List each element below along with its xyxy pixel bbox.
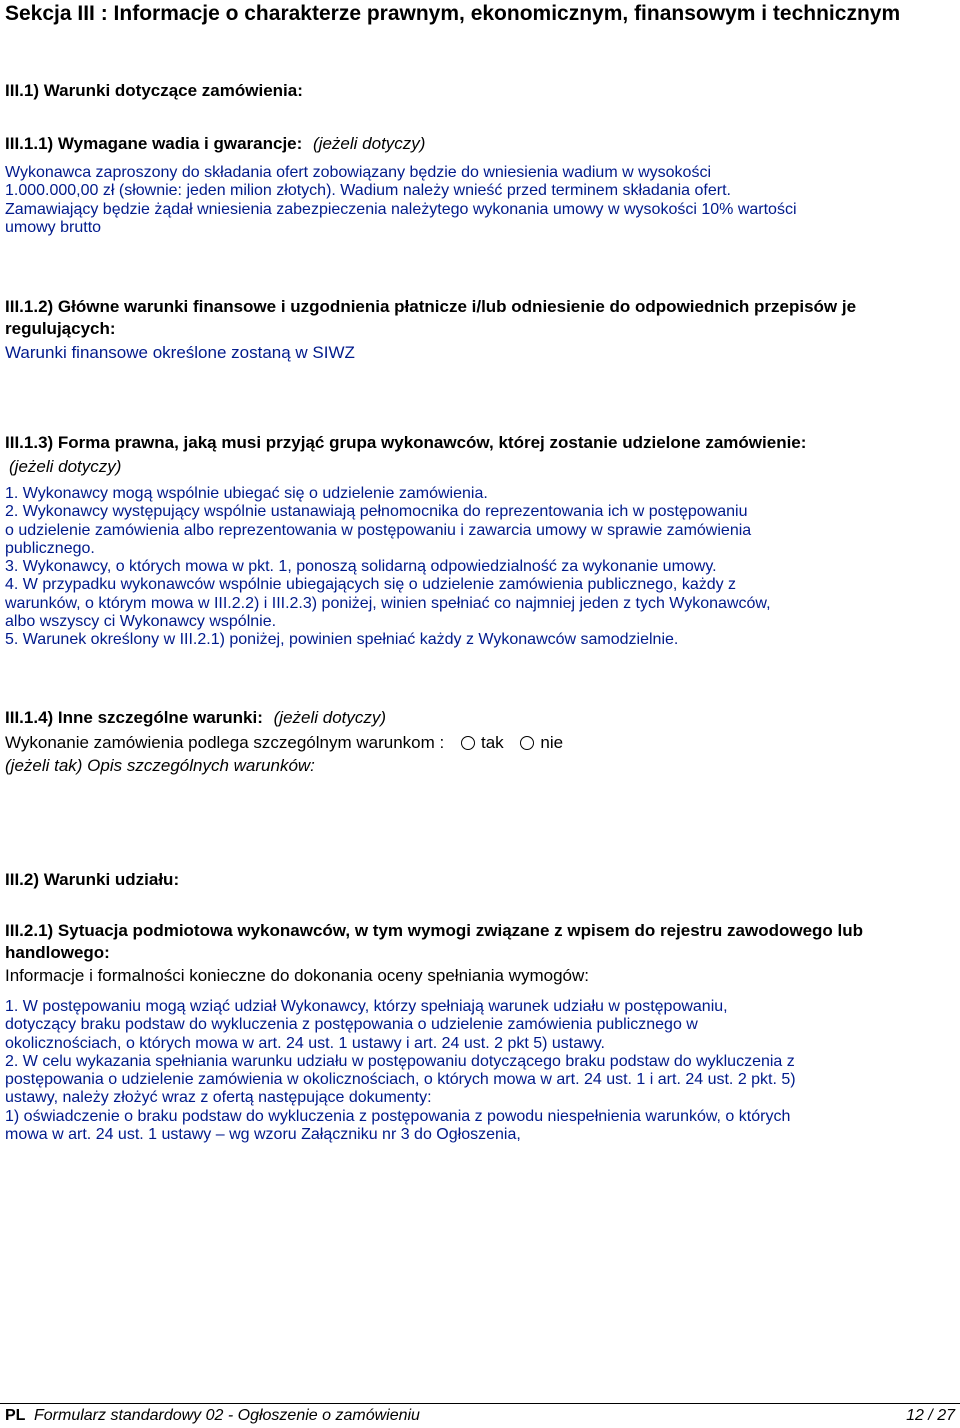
text-line: okolicznościach, o których mowa w art. 24 ust. 1 ustawy i art. 24 ust. 2 pkt 5) ustawy. <box>5 1034 605 1052</box>
heading-iii-1-1-qualifier: (jeżeli dotyczy) <box>313 134 426 153</box>
text-line: ustawy, należy złożyć wraz z ofertą następujące dokumenty: <box>5 1089 432 1107</box>
participation-conditions-text <box>5 998 955 1144</box>
financial-terms-text: Warunki finansowe określone zostaną w SIWZ <box>5 343 355 362</box>
special-conditions-question: Wykonanie zamówienia podlega szczególnym warunkom : <box>5 733 445 752</box>
wadium-text <box>5 164 955 237</box>
text-line: 5. Warunek określony w III.2.1) poniżej, powinien spełniać każdy z Wykonawców samodzielnie. <box>5 631 679 649</box>
text-line: publicznego. <box>5 539 95 557</box>
heading-iii-1-4-qualifier: (jeżeli dotyczy) <box>273 708 387 727</box>
heading-iii-1: III.1) Warunki dotyczące zamówienia: <box>5 81 303 100</box>
heading-iii-1-3: III.1.3) Forma prawna, jaką musi przyjąć grupa wykonawców, której zostanie udzielone zamówienie: <box>5 433 807 452</box>
text-line: Zamawiający będzie żądał wniesienia zabezpieczenia należytego wykonania umowy w wysokości 10% wartości <box>5 200 797 218</box>
radio-no-label: nie <box>540 733 564 752</box>
legal-form-text <box>5 485 955 650</box>
text-line: postępowania o udzielenie zamówienia w okolicznościach, o których mowa w art. 24 ust. 1 i art. 24 ust. 2 pkt. 5) <box>5 1071 796 1089</box>
special-conditions-question-row <box>5 732 950 754</box>
heading-iii-1-3-qualifier: (jeżeli dotyczy) <box>9 457 122 476</box>
text-line: Wykonawca zaproszony do składania ofert zobowiązany będzie do wniesienia wadium w wysokości <box>5 164 711 181</box>
text-line: mowa w art. 24 ust. 1 ustawy – wg wzoru Załączniku nr 3 do Ogłoszenia, <box>5 1126 521 1144</box>
radio-yes[interactable] <box>461 736 475 750</box>
heading-iii-2-1: III.2.1) Sytuacja podmiotowa wykonawców, w tym wymogi związane z wpisem do rejestru zawodowego lub handlowego: <box>5 921 864 962</box>
text-line: 3. Wykonawcy, o których mowa w pkt. 1, ponoszą solidarną odpowiedzialność za wykonanie umowy. <box>5 558 717 576</box>
heading-iii-2: III.2) Warunki udziału: <box>5 870 180 889</box>
text-line: 2. W celu wykazania spełniania warunku udziału w postępowaniu dotyczącego braku podstaw do wykluczenia z <box>5 1052 795 1070</box>
page-footer <box>0 1404 960 1428</box>
text-line: 4. W przypadku wykonawców wspólnie ubiegających się o udzielenie zamówienia publicznego, każdy z <box>5 576 737 594</box>
heading-iii-1-1 <box>5 133 950 155</box>
special-conditions-description-label: (jeżeli tak) Opis szczególnych warunków: <box>5 756 315 775</box>
text-line: 1. W postępowaniu mogą wziąć udział Wykonawcy, którzy spełniają warunek udziału w postępowaniu, <box>5 998 728 1015</box>
text-line: 1. Wykonawcy mogą wspólnie ubiegać się o udzielenie zamówienia. <box>5 485 488 502</box>
footer-language: PL <box>5 1407 26 1424</box>
heading-iii-1-1-text: III.1.1) Wymagane wadia i gwarancje: <box>5 134 303 153</box>
section-title: Sekcja III : Informacje o charakterze prawnym, ekonomicznym, finansowym i technicznym <box>5 2 901 25</box>
text-line: warunków, o którym mowa w III.2.2) i III.2.3) poniżej, winien spełniać co najmniej jeden z tych Wykonawców, <box>5 594 771 612</box>
text-line: 1.000.000,00 zł (słownie: jeden milion złotych). Wadium należy wnieść przed terminem składania ofert. <box>5 182 731 200</box>
text-line: albo wszyscy ci Wykonawcy wspólnie. <box>5 613 277 631</box>
heading-iii-1-4 <box>5 707 950 729</box>
assessment-intro: Informacje i formalności konieczne do dokonania oceny spełniania wymogów: <box>5 966 589 985</box>
footer-form-name: Formularz standardowy 02 - Ogłoszenie o zamówieniu <box>34 1407 420 1424</box>
heading-iii-1-2: III.1.2) Główne warunki finansowe i uzgodnienia płatnicze i/lub odniesienie do odpowiednich przepisów je regulujących: <box>5 297 857 338</box>
radio-yes-label: tak <box>480 733 504 752</box>
text-line: o udzielenie zamówienia albo reprezentowania w postępowaniu i zawarcia umowy w sprawie zamówienia <box>5 521 752 539</box>
text-line: 2. Wykonawcy występujący wspólnie ustanawiają pełnomocnika do reprezentowania ich w postępowaniu <box>5 503 748 521</box>
text-line: umowy brutto <box>5 218 102 236</box>
text-line: dotyczący braku podstaw do wykluczenia z postępowania o udzielenie zamówienia publicznego w <box>5 1016 698 1034</box>
heading-iii-1-4-text: III.1.4) Inne szczególne warunki: <box>5 708 263 727</box>
footer-page-number: 12 / 27 <box>906 1407 955 1424</box>
radio-no[interactable] <box>520 736 534 750</box>
text-line: 1) oświadczenie o braku podstaw do wykluczenia z postępowania z powodu niespełnienia warunków, o których <box>5 1107 791 1125</box>
